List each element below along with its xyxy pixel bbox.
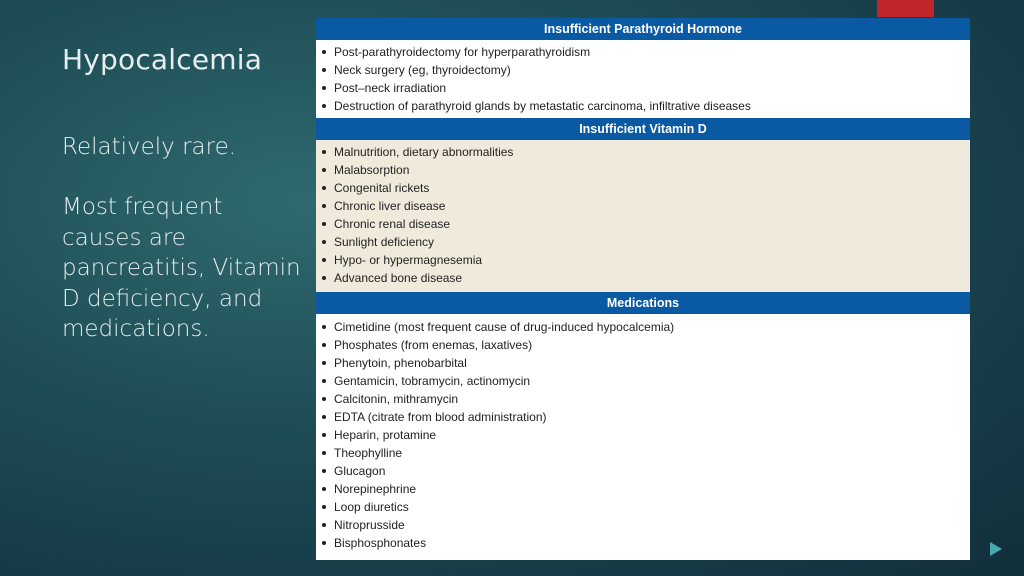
list-item: Glucagon	[320, 462, 970, 480]
section-medications	[316, 292, 970, 552]
list-item: Advanced bone disease	[320, 269, 970, 287]
list-item: EDTA (citrate from blood administration)	[320, 408, 970, 426]
slide-title: Hypocalcemia	[62, 43, 263, 76]
list-item: Bisphosphonates	[320, 534, 970, 552]
section-body	[316, 40, 970, 118]
item-list	[320, 143, 970, 287]
causes-table	[316, 18, 970, 560]
list-item: Theophylline	[320, 444, 970, 462]
list-item: Heparin, protamine	[320, 426, 970, 444]
section-header: Medications	[316, 292, 970, 314]
list-item: Chronic liver disease	[320, 197, 970, 215]
slide-body: Most frequent causes are pancreatitis, Vitamin D deficiency, and medications.	[62, 194, 301, 342]
section-header: Insufficient Vitamin D	[316, 118, 970, 140]
list-item: Phenytoin, phenobarbital	[320, 354, 970, 372]
list-item: Post–neck irradiation	[320, 79, 970, 97]
list-item: Hypo- or hypermagnesemia	[320, 251, 970, 269]
list-item: Sunlight deficiency	[320, 233, 970, 251]
list-item: Neck surgery (eg, thyroidectomy)	[320, 61, 970, 79]
list-item: Nitroprusside	[320, 516, 970, 534]
accent-tab	[877, 0, 934, 17]
item-list	[320, 43, 970, 115]
list-item: Malnutrition, dietary abnormalities	[320, 143, 970, 161]
list-item: Congenital rickets	[320, 179, 970, 197]
list-item: Chronic renal disease	[320, 215, 970, 233]
section-parathyroid	[316, 18, 970, 118]
section-vitamin-d	[316, 118, 970, 292]
list-item: Post-parathyroidectomy for hyperparathyroidism	[320, 43, 970, 61]
next-arrow-icon	[990, 542, 1002, 556]
list-item: Malabsorption	[320, 161, 970, 179]
section-body	[316, 314, 970, 552]
list-item: Gentamicin, tobramycin, actinomycin	[320, 372, 970, 390]
section-body	[316, 140, 970, 292]
slide-subtitle: Relatively rare.	[62, 134, 237, 160]
slide-text-panel	[62, 40, 302, 345]
list-item: Cimetidine (most frequent cause of drug-induced hypocalcemia)	[320, 318, 970, 336]
list-item: Phosphates (from enemas, laxatives)	[320, 336, 970, 354]
item-list	[320, 318, 970, 552]
list-item: Destruction of parathyroid glands by metastatic carcinoma, infiltrative diseases	[320, 97, 970, 115]
list-item: Norepinephrine	[320, 480, 970, 498]
list-item: Calcitonin, mithramycin	[320, 390, 970, 408]
section-header: Insufficient Parathyroid Hormone	[316, 18, 970, 40]
list-item: Loop diuretics	[320, 498, 970, 516]
